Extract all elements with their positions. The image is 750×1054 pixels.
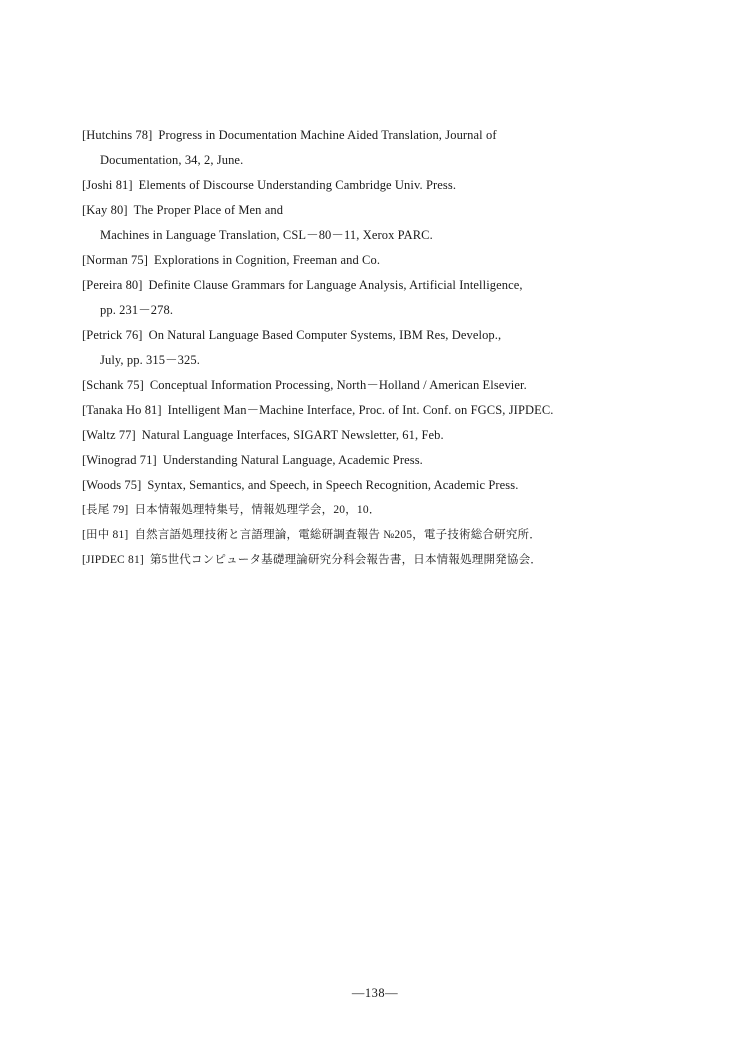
reference-item bbox=[82, 173, 702, 198]
reference-item bbox=[82, 473, 702, 498]
reference-item bbox=[82, 498, 702, 523]
reference-text: Natural Language Interfaces, SIGART Newsletter, 61, Feb. bbox=[141, 428, 444, 442]
reference-continuation: July, pp. 315－325. bbox=[100, 353, 200, 367]
reference-text: Definite Clause Grammars for Language Analysis, Artificial Intelligence, bbox=[148, 278, 523, 292]
reference-item bbox=[82, 323, 702, 373]
reference-text: 第5世代コンピュータ基礎理論研究分科会報告書，日本情報処理開発協会． bbox=[149, 554, 542, 566]
reference-text: Conceptual Information Processing, North－Holland / American Elsevier. bbox=[149, 378, 527, 392]
reference-item bbox=[82, 248, 702, 273]
reference-text: 自然言語処理技術と言語理論，電総研調査報告 №205，電子技術総合研究所． bbox=[134, 529, 541, 541]
reference-item bbox=[82, 448, 702, 473]
reference-text: Elements of Discourse Understanding Cambridge Univ. Press. bbox=[138, 178, 457, 192]
reference-key: [Petrick 76] bbox=[82, 328, 143, 342]
reference-list bbox=[82, 123, 702, 573]
reference-text: Progress in Documentation Machine Aided Translation, Journal of bbox=[158, 128, 497, 142]
reference-item bbox=[82, 123, 702, 173]
reference-key: [Joshi 81] bbox=[82, 178, 133, 192]
reference-text: Intelligent Man－Machine Interface, Proc. of Int. Conf. on FGCS, JIPDEC. bbox=[167, 403, 554, 417]
reference-key: [Tanaka Ho 81] bbox=[82, 403, 162, 417]
reference-key: [Hutchins 78] bbox=[82, 128, 153, 142]
reference-text: The Proper Place of Men and bbox=[133, 203, 284, 217]
reference-key: [Kay 80] bbox=[82, 203, 128, 217]
reference-text: On Natural Language Based Computer Systems, IBM Res, Develop., bbox=[148, 328, 502, 342]
reference-item bbox=[82, 273, 702, 323]
reference-text: Understanding Natural Language, Academic Press. bbox=[162, 453, 423, 467]
reference-item bbox=[82, 523, 702, 548]
reference-key: [Pereira 80] bbox=[82, 278, 143, 292]
reference-continuation: pp. 231－278. bbox=[100, 303, 174, 317]
reference-text: Explorations in Cognition, Freeman and Co. bbox=[154, 253, 381, 267]
reference-key: [Winograd 71] bbox=[82, 453, 157, 467]
reference-key: [Waltz 77] bbox=[82, 428, 136, 442]
reference-item bbox=[82, 398, 702, 423]
reference-key: [長尾 79] bbox=[82, 504, 129, 516]
reference-key: [Norman 75] bbox=[82, 253, 149, 267]
page-number: —138— bbox=[351, 986, 399, 1000]
reference-key: [Woods 75] bbox=[82, 478, 142, 492]
reference-item bbox=[82, 373, 702, 398]
reference-text: 日本情報処理特集号，情報処理学会，20，10． bbox=[134, 504, 381, 516]
reference-item bbox=[82, 423, 702, 448]
reference-key: [田中 81] bbox=[82, 529, 129, 541]
reference-key: [JIPDEC 81] bbox=[82, 554, 144, 566]
reference-continuation: Documentation, 34, 2, June. bbox=[100, 153, 244, 167]
reference-key: [Schank 75] bbox=[82, 378, 144, 392]
reference-continuation: Machines in Language Translation, CSL－80－11, Xerox PARC. bbox=[100, 228, 433, 242]
reference-item bbox=[82, 198, 702, 248]
reference-text: Syntax, Semantics, and Speech, in Speech Recognition, Academic Press. bbox=[147, 478, 519, 492]
reference-item bbox=[82, 548, 702, 573]
